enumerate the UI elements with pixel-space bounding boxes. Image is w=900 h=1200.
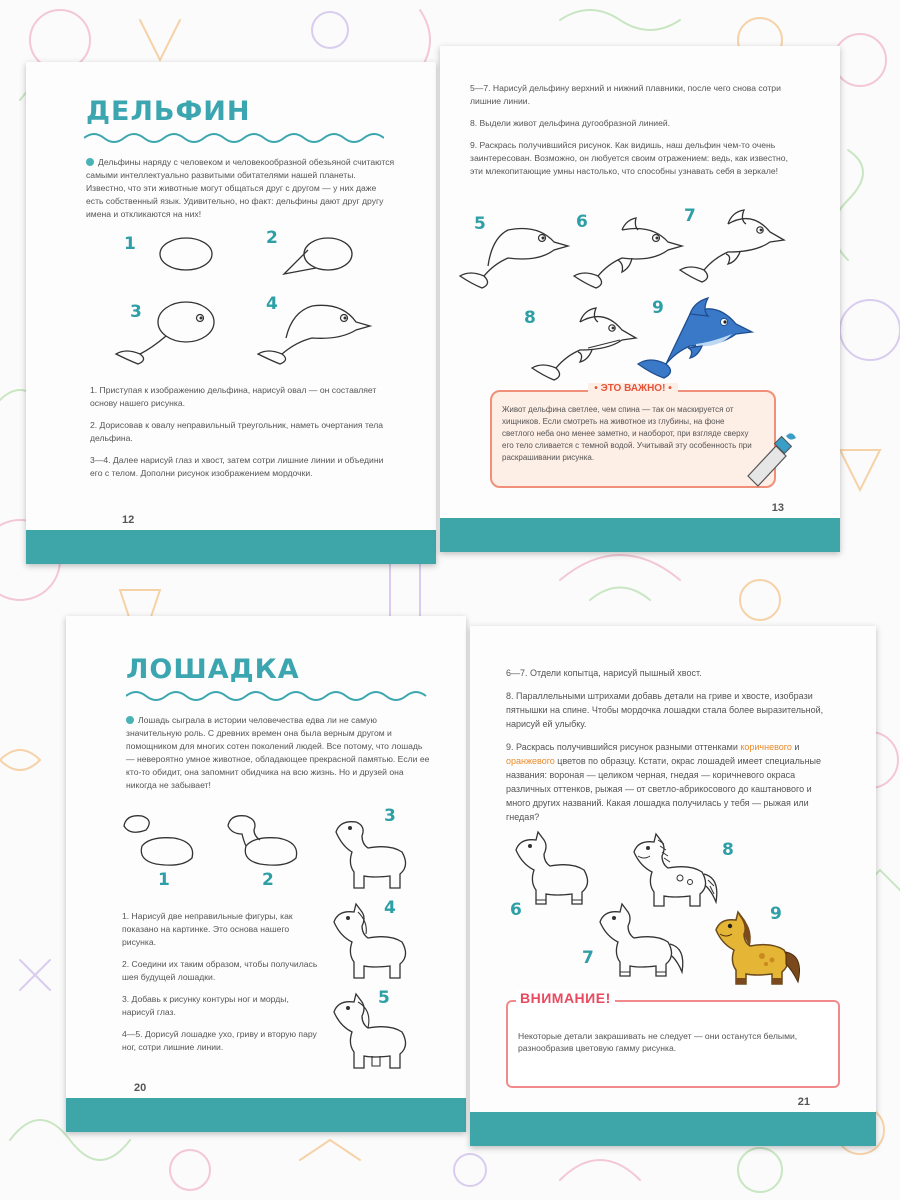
dolphin-page-right bbox=[440, 46, 840, 552]
dolphin-step-1-drawing bbox=[156, 234, 216, 274]
step-text: 9. Раскрась получившийся рисунок. Как видишь, наш дельфин чем-то очень заинтересован. Возможно, он любуется своим отражением: ведь, как известно, эти млекопитающие умны настолько, что способны узнавать себя в зеркале! bbox=[470, 140, 788, 176]
horse-step-4-drawing bbox=[328, 904, 418, 984]
figure-number: 7 bbox=[684, 206, 696, 226]
figure-number: 9 bbox=[770, 904, 782, 924]
page-footer-band bbox=[66, 1098, 466, 1132]
figure-number: 6 bbox=[576, 212, 588, 232]
steps-left-text bbox=[122, 910, 322, 1063]
figure-number: 5 bbox=[474, 214, 486, 234]
figure-number: 3 bbox=[384, 806, 396, 826]
step-text: 5—7. Нарисуй дельфину верхний и нижний плавники, после чего снова сотри лишние линии. bbox=[470, 83, 781, 106]
figure-number: 2 bbox=[266, 228, 278, 248]
orange-word: оранжевого bbox=[506, 756, 555, 766]
step-text: 8. Параллельными штрихами добавь детали на гриве и хвосте, изобрази пятнышки на спине. Чтобы мордочка лошадки стала более выразительной, нарисуй ей улыбку. bbox=[506, 691, 824, 729]
horse-page-right bbox=[470, 626, 876, 1146]
figure-number: 3 bbox=[130, 302, 142, 322]
attention-box bbox=[506, 990, 840, 1088]
step-text: 6—7. Отдели копытца, нарисуй пышный хвост. bbox=[506, 668, 702, 678]
horse-step-3-drawing bbox=[330, 816, 420, 896]
steps-left-text bbox=[90, 384, 396, 489]
dolphin-step-7-drawing bbox=[678, 208, 788, 288]
page-title: ЛОШАДКА bbox=[126, 654, 300, 685]
dolphin-step-6-drawing bbox=[568, 216, 688, 296]
important-title: • ЭТО ВАЖНО! • bbox=[588, 383, 677, 394]
steps-right-text bbox=[506, 666, 830, 833]
figure-number: 5 bbox=[378, 988, 390, 1008]
figure-number: 1 bbox=[124, 234, 136, 254]
horse-step-7-drawing bbox=[594, 904, 694, 984]
page-title: ДЕЛЬФИН bbox=[86, 96, 251, 127]
page-footer-band bbox=[26, 530, 436, 564]
attention-text: Некоторые детали закрашивать не следует — они останутся белыми, разнообразив цветовую гамму рисунка. bbox=[518, 1031, 798, 1053]
bullet-icon bbox=[126, 716, 134, 724]
dolphin-step-5-drawing bbox=[458, 216, 568, 296]
figure-number: 4 bbox=[266, 294, 278, 314]
horse-step-1-drawing bbox=[120, 812, 200, 872]
dolphin-colored-drawing bbox=[636, 296, 756, 386]
figure-number: 8 bbox=[722, 840, 734, 860]
figure-number: 4 bbox=[384, 898, 396, 918]
bullet-icon bbox=[86, 158, 94, 166]
step-text: 2. Соедини их таким образом, чтобы получилась шея будущей лошадки. bbox=[122, 959, 318, 982]
dolphin-step-3-drawing bbox=[112, 298, 222, 368]
paint-tube-icon bbox=[740, 426, 800, 486]
important-box bbox=[490, 383, 776, 488]
horse-step-5-drawing bbox=[328, 994, 418, 1074]
step-text-9: 9. Раскрась получившийся рисунок разными оттенками коричневого и оранжевого цветов по образцу. Кстати, окрас лошадей имеет специальные названия: вороная — целиком черная, гнедая — коричневого окраса различных оттенков, рыжая — от светло-абрикосового до каштанового и много других названий. Какая лошадка получилась у тебя — рыжая или гнедая? bbox=[506, 742, 822, 822]
dolphin-step-8-drawing bbox=[530, 302, 640, 392]
figure-number: 7 bbox=[582, 948, 594, 968]
title-wave-decoration bbox=[84, 132, 384, 144]
step-text: 3—4. Далее нарисуй глаз и хвост, затем сотри лишние линии и объедини его с телом. Дополни рисунок изображением мордочки. bbox=[90, 455, 384, 478]
figure-number: 2 bbox=[262, 870, 274, 890]
intro-text bbox=[86, 156, 396, 221]
horse-page-left bbox=[66, 616, 466, 1132]
page-number: 12 bbox=[122, 514, 135, 526]
step-text: 8. Выдели живот дельфина дугообразной линией. bbox=[470, 118, 671, 128]
step-text: 3. Добавь к рисунку контуры ног и морды, нарисуй глаз. bbox=[122, 994, 289, 1017]
intro-text bbox=[126, 714, 430, 792]
dolphin-page-left bbox=[26, 62, 436, 564]
figure-number: 8 bbox=[524, 308, 536, 328]
page-number: 21 bbox=[797, 1096, 810, 1108]
horse-step-6-drawing bbox=[510, 832, 600, 912]
step-text: 2. Дорисовав к овалу неправильный треугольник, наметь очертания тела дельфина. bbox=[90, 420, 384, 443]
figure-number: 6 bbox=[510, 900, 522, 920]
intro-paragraph: Лошадь сыграла в истории человечества едва ли не самую значительную роль. С древних времен она была верным другом и помощником для многих сотен поколений людей. Все потому, что лошадь — невероятно умное животное, обладающее прекрасной памятью. Если ее кто-то обидит, она запомнит обидчика на всю жизнь. Но и друзей она никогда не забывает! bbox=[126, 715, 430, 790]
figure-number: 1 bbox=[158, 870, 170, 890]
dolphin-step-4-drawing bbox=[252, 298, 372, 368]
page-number: 13 bbox=[771, 502, 784, 514]
steps-right-text bbox=[470, 82, 794, 187]
figure-number: 9 bbox=[652, 298, 664, 318]
page-footer-band bbox=[470, 1112, 876, 1146]
brown-word: коричневого bbox=[740, 742, 792, 752]
horse-step-2-drawing bbox=[224, 812, 304, 872]
horse-step-8-drawing bbox=[628, 834, 728, 914]
page-footer-band bbox=[440, 518, 840, 552]
horse-colored-drawing bbox=[710, 912, 810, 992]
attention-title: ВНИМАНИЕ! bbox=[516, 990, 615, 1006]
step-text: 1. Приступая к изображению дельфина, нарисуй овал — он составляет основу нашего рисунка. bbox=[90, 385, 377, 408]
dolphin-step-2-drawing bbox=[278, 234, 358, 284]
page-number: 20 bbox=[134, 1082, 147, 1094]
step-text: 4—5. Дорисуй лошадке ухо, гриву и вторую пару ног, сотри лишние линии. bbox=[122, 1029, 317, 1052]
step-text: 1. Нарисуй две неправильные фигуры, как показано на картинке. Это основа нашего рисунка. bbox=[122, 911, 293, 947]
intro-paragraph: Дельфины наряду с человеком и человекообразной обезьяной считаются самыми интеллектуально развитыми обитателями нашей планеты. Известно, что эти животные могут общаться друг с другом — у них даже есть собственный язык. Удивительно, но факт: дельфины дают друг другу имена и откликаются на них! bbox=[86, 157, 395, 219]
important-text: Живот дельфина светлее, чем спина — так он маскируется от хищников. Если смотреть на животное из глубины, на фоне светлого неба оно менее заметно, и наоборот, при взгляде сверху его тело сливается с темной водой. Учитывай эту особенность при раскрашивании рисунка. bbox=[502, 405, 752, 462]
title-wave-decoration bbox=[126, 690, 436, 702]
